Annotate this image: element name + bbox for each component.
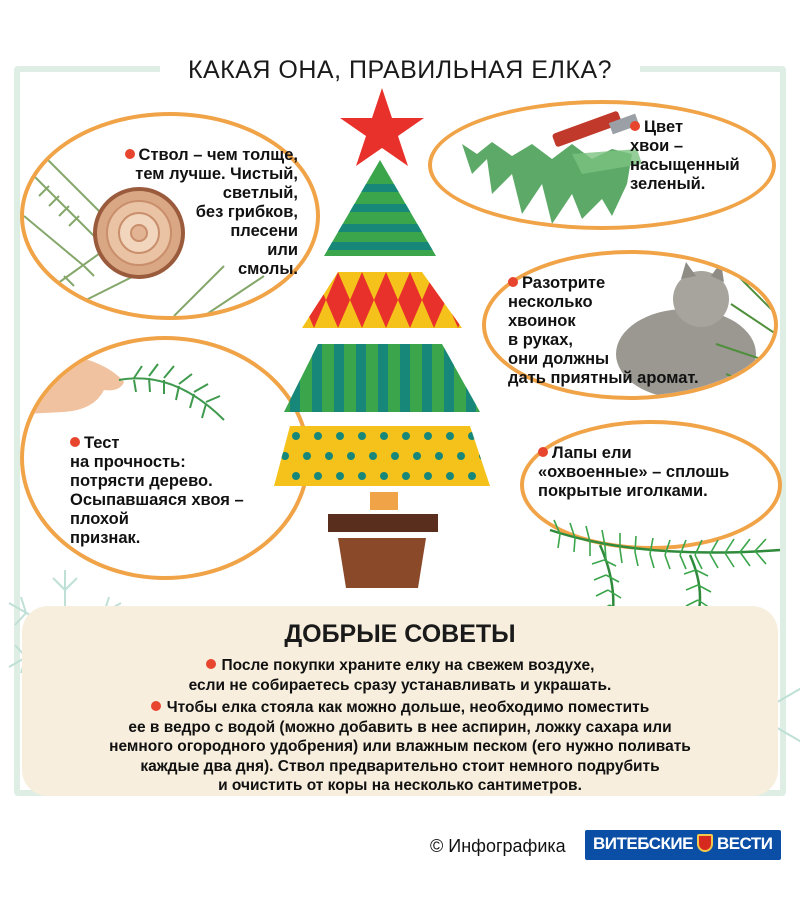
paws-text: Лапы ели «охвоенные» – сплошь покрытые иголками. <box>538 444 730 500</box>
crest-icon <box>697 834 713 852</box>
pot-body <box>338 538 426 588</box>
credit-text: © Инфографика <box>430 836 566 856</box>
tree-trunk <box>370 492 398 510</box>
tree-tier-1 <box>320 160 440 260</box>
star-icon <box>340 88 424 166</box>
tree-tier-4 <box>272 426 492 488</box>
publisher-logo: ВИТЕБСКИЕ ВЕСТИ <box>585 830 781 860</box>
tips-title: ДОБРЫЕ СОВЕТЫ <box>284 620 516 648</box>
page-title: КАКАЯ ОНА, ПРАВИЛЬНАЯ ЕЛКА? <box>187 56 613 84</box>
tree-tier-3 <box>280 344 484 414</box>
pot-rim <box>328 514 438 532</box>
color-text: Цвет хвои – насыщенный зеленый. <box>630 118 740 193</box>
tip-2: Чтобы елка стояла как можно дольше, необходимо поместить ее в ведро с водой (можно добавить в нее аспирин, ложку сахара или немного огородного удобрения) или влажным песком (его нужно поливать каждые два дня). Ствол предварительно стоит немного подрубить и очистить от коры на несколько сантиметров. <box>109 699 691 794</box>
tree-tier-2 <box>300 272 470 330</box>
trunk-text: Ствол – чем толще, тем лучше. Чистый, светлый, без грибков, плесени или смолы. <box>80 146 298 279</box>
test-text: Тест на прочность: потрясти дерево. Осыпавшаяся хвоя – плохой признак. <box>70 434 244 547</box>
bullet-dot <box>206 659 216 669</box>
tip-1: После покупки храните елку на свежем воздухе, если не собираетесь сразу устанавливать и украшать. <box>188 657 612 694</box>
bullet-dot <box>151 701 161 711</box>
smell-text: Разотрите несколько хвоинок в руках, они должны дать приятный аромат. <box>508 274 699 387</box>
